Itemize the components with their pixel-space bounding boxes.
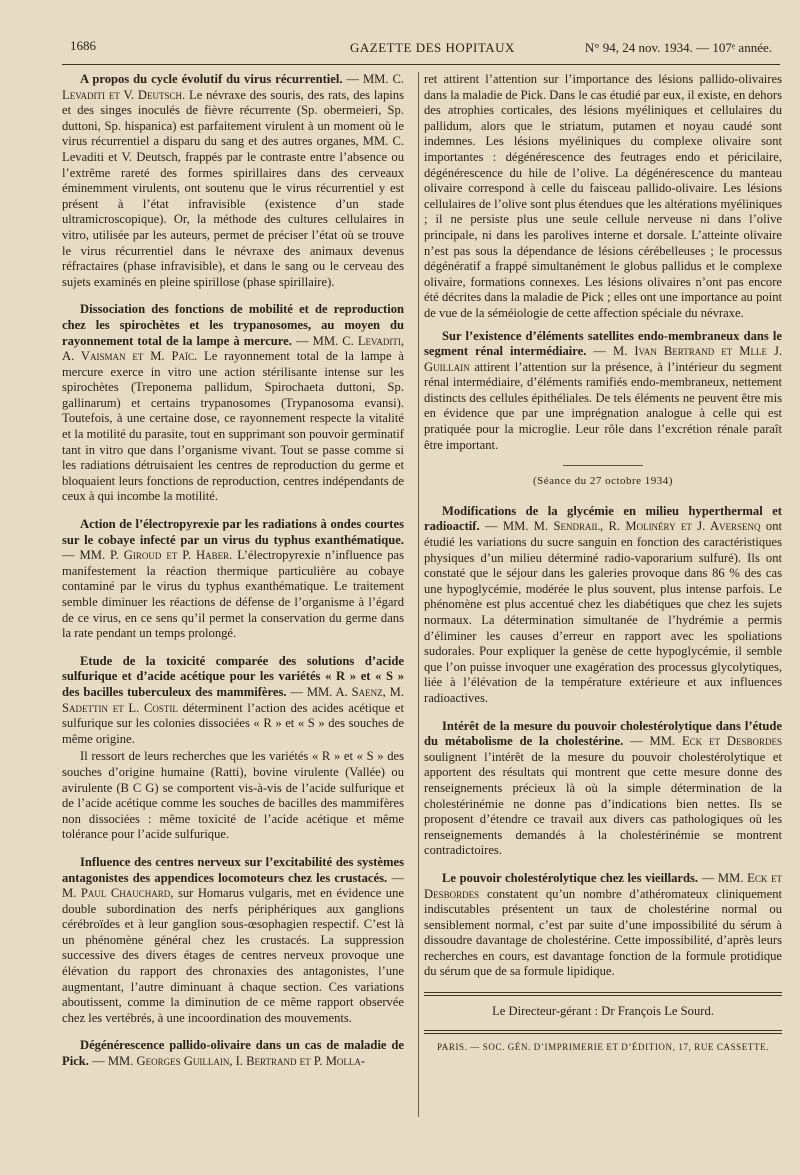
article-body: L’électropyrexie n’influence pas manifestement la réaction thermique particulière au cobaye contaminé par le virus du typhus exanthématique. Le traitement semble diminuer les réactions de défense de l’organisme à l’égard de ce virus, en ce sens qu’il permet la conservation du germe dans la rate pendant un temps prolongé.: [62, 548, 404, 641]
article-authors: — MM. P. Giroud et P. Haber.: [62, 548, 238, 563]
article-authors: — MM. Georges Guillain, I. Bertrand et P. Molla-: [88, 1054, 366, 1069]
issue-info: N° 94, 24 nov. 1934. — 107ᵉ année.: [584, 40, 772, 55]
printer-imprint: PARIS. — SOC. GÉN. D’IMPRIMERIE ET D’ÉDITION, 17, RUE CASSETTE.: [436, 1041, 770, 1052]
article: [62, 302, 404, 505]
imprint-rule: [424, 1030, 782, 1034]
article-body: ont étudié les variations du sucre sanguin en fonction des caractéristiques physiques d’un milieu déterminé radio-vaporarium sulfuré). Ils ont constaté que le séjour dans les galeries provoque dans 86 % des cas une hypoglycémie, modérée le plus souvent, plus intense parfois. Le phénomène est plus accentué chez les diabétiques que chez les sujets normaux. La détermination simultanée de l’hydrémie a permis d’éliminer les causes d’erreur en rapport avec les spoliations sudorales. Pour expliquer la genèse de cette hypoglycémie, il semble que l’on puisse invoquer une exagération des processus glycolytiques, liée à l’élévation de la température extérieure et aux influences radioactives.: [424, 519, 782, 705]
article: [62, 855, 404, 1027]
article: [424, 329, 782, 454]
article-authors: — MM. A. Saenz, M. Sadettin et L. Costil: [62, 684, 405, 715]
article-body: déterminent l’action des acides acétique et sulfurique sur les colonies dissociées « R » et « S » des souches de même origine.: [62, 700, 404, 746]
article: [424, 871, 782, 980]
article-title: Dissociation des fonctions de mobilité et de reproduction chez les spirochètes et les trypanosomes, au moyen du rayonnement total de la lampe à mercure.: [62, 302, 404, 348]
page-header: [60, 38, 772, 62]
article-authors: — MM. M. Sendrail, R. Molinéry et J. Aversenq: [479, 519, 766, 534]
article: [62, 72, 404, 290]
article-title: Sur l’existence d’éléments satellites endo-membraneux dans le segment rénal intermédiaire.: [424, 328, 782, 359]
article-title: Modifications de la glycémie en milieu hyperthermal et radioactif.: [424, 503, 782, 534]
article-title: Etude de la toxicité comparée des solutions d’acide sulfurique et d’acide acétique pour les variétés « R » et « S » des bacilles tuberculeux des mammifères.: [62, 653, 404, 699]
article-title: Action de l’électropyrexie par les radiations à ondes courtes sur le cobaye infecté par un virus du typhus exanthématique.: [62, 517, 404, 547]
section-rule: [563, 465, 643, 466]
article-body-continued: Il ressort de leurs recherches que les variétés « R » et « S » des souches d’origine humaine (Ratti), bovine virulente (Vallée) ou avirulente (B C G) se comportent vis-à-vis de l’acide sulfurique et de l’acide acétique comme les souches de bacilles des mammifères non dissociées : même toxicité de l’acide acétique et même tolérance pour l’acide sulfurique.: [62, 749, 404, 842]
session-heading: (Séance du 27 octobre 1934): [533, 475, 673, 488]
article-body: Le névraxe des souris, des rats, des lapins et des singes inoculés de fièvre récurrente (Sp. obermeieri, Sp. duttoni, Sp. hispanica) est parfaitement virulent à un moment où le virus récurrentiel a disparu du sang et des autres organes, MM. C. Levaditi et V. Deutsch, frappés par le contraste entre l’absence ou l’extrême rareté des formes spirillaires dans des cerveaux éminemment virulents, ont soutenu que le virus récurrentiel y est présent à l’état infravisible (existence d’un stade ultramicroscopique). Or, la méthode des cultures cellulaires in vitro, utilisée par les auteurs, permet de préciser l’état où se trouve le virus récurrentiel dans le névraxe des animaux devenus réfractaires (phase infravisible), et dans le sang ou le cerveau des sujets examinés en pleine spirillose (phase spirillaire).: [62, 87, 404, 289]
article: [62, 1038, 404, 1069]
article-body: attirent l’attention sur la présence, à l’intérieur du segment rénal intermédiaire, d’éléments ramifiés endo-membraneux, nettement distincts des cellules épithéliales. De tels éléments ne peuvent être mis en évidence que par une imprégnation analogue à celle qui est pratiquée pour la microglie. Leur rôle dans l’excrétion rénale paraît être important.: [424, 359, 782, 452]
journal-title: GAZETTE DES HOPITAUX: [350, 40, 515, 55]
article-title: Intérêt de la mesure du pouvoir cholestérolytique dans l’étude du métabolisme de la cholestérine.: [424, 718, 782, 749]
right-column: [424, 72, 782, 1055]
article-body: sur Homarus vulgaris, met en évidence une double subordination des nerfs périphériques aux ganglions cérébroïdes et à leur ganglion sous-œsophagien respectif. C’est là un phénomène général chez les crustacés. La suppression successive des divers étages de centres nerveux provoque une élévation du rapport des chronaxies des antagonistes, l’une augmentant, l’autre diminuant à chaque section. Ces variations aboutissent, comme la diminution de ce même rapport observée chez les vertébrés, à une incoordination des mouvements.: [62, 886, 404, 1025]
article-authors: — MM. Eck et Desbordes: [424, 870, 782, 901]
article-authors: — MM. C. Levaditi et V. Deutsch.: [62, 72, 404, 102]
article-authors: — M. Ivan Bertrand et Mlle J. Guillain: [424, 344, 782, 374]
article-authors: — M. Paul Chauchard,: [62, 870, 404, 901]
column-divider: [418, 72, 419, 1117]
left-column: [62, 72, 404, 1082]
article-title: Dégénérescence pallido-olivaire dans un cas de maladie de Pick.: [62, 1038, 404, 1069]
article: [424, 504, 782, 707]
article-title: Le pouvoir cholestérolytique chez les vieillards.: [442, 870, 699, 885]
article-continuation: ret attirent l’attention sur l’importance des lésions pallido-olivaires dans la maladie de Pick. Dans le cas étudié par eux, il existe, en dehors des atrophies corticales, des lésions myéliniques et cellulaires du pallidum, alors que le striatum, putamen et noyau caudé sont indemnes. Les lésions myéliniques du complexe olivaire sont importantes : dégénérescence des feutrages endo et péricilaire, dégénérescence du hile de l’olive. La dégénérescence du manteau olivaire correspond à celle du faisceau pallido-olivaire. Les lésions cellulaires de l’olive sont plus étendues que les altérations myéliniques ; il ne persiste plus une seule cellule nerveuse ni dans l’olive principale, ni dans les parolives interne et dorsale. L’atteinte olivaire n’est pas sous la dépendance de lésions cérébelleuses ; le processus dégénératif a frappé simultanément le globus pallidus et le complexe olivaire, formations connexes. Les lésions olivaires n’ont pas encore été décrites dans la maladie de Pick ; elles ont une importance au point de vue de la séméiologie de cette affection spéciale du névraxe.: [424, 72, 782, 320]
article-title: Influence des centres nerveux sur l’excitabilité des systèmes antagonistes des appendices locomoteurs chez les crustacés.: [62, 854, 404, 885]
article-authors: — MM. C. Levaditi, A. Vaisman et M. Païc.: [62, 333, 404, 364]
article: [62, 517, 404, 642]
article-body: Le rayonnement total de la lampe à mercure exerce in vitro une action stérilisante intense sur les spirochètes (Treponema pallidum, Spirochaeta duttoni, Sp. gallinarum) et certains trypanosomes (Trypanosoma evansi). Toutefois, à une certaine dose, ce rayonnement respecte la vitalité et la motilité du parasite, tout en supprimant son pouvoir germinatif tant in vitro que dans l’organisme vivant. Tout se passe comme si les radiations détruisaient les centres de reproduction du germe et bloquaient leurs fonctions de reproduction, centres indépendants de ceux à qui incombe la motilité.: [62, 349, 404, 504]
article-body: soulignent l’intérêt de la mesure du pouvoir cholestérolytique et apportent des résultats qui montrent que cette mesure donne des renseignements précieux là où la simple détermination de la cholestérinémie ne donne pas d’indications bien nettes. Ils se proposent d’étendre ce travail aux divers cas pathologiques où les renseignements demandés à la cholestérinémie se montrent contradictoires.: [424, 749, 782, 858]
footer-rule: [424, 992, 782, 996]
article-title: A propos du cycle évolutif du virus récurrentiel.: [80, 72, 343, 86]
header-rule: [62, 64, 780, 65]
article: [424, 719, 782, 859]
article: [62, 654, 404, 843]
director-signature: Le Directeur-gérant : Dr François Le Sourd.: [492, 1004, 714, 1019]
page-number: 1686: [70, 38, 96, 53]
article-authors: — MM. Eck et Desbordes: [623, 734, 782, 749]
article-body: constatent qu’un nombre d’athéromateux cliniquement indiscutables présentent un taux de cholestérine normal ou sensiblement normal, c’est par suite d’une impossibilité du sérum à dissoudre davantage de cholestérine. Cette impossibilité, d’après leurs recherches en cours, est davantage fonction de la formule protidique du sérum que de sa formule lipidique.: [424, 886, 782, 979]
